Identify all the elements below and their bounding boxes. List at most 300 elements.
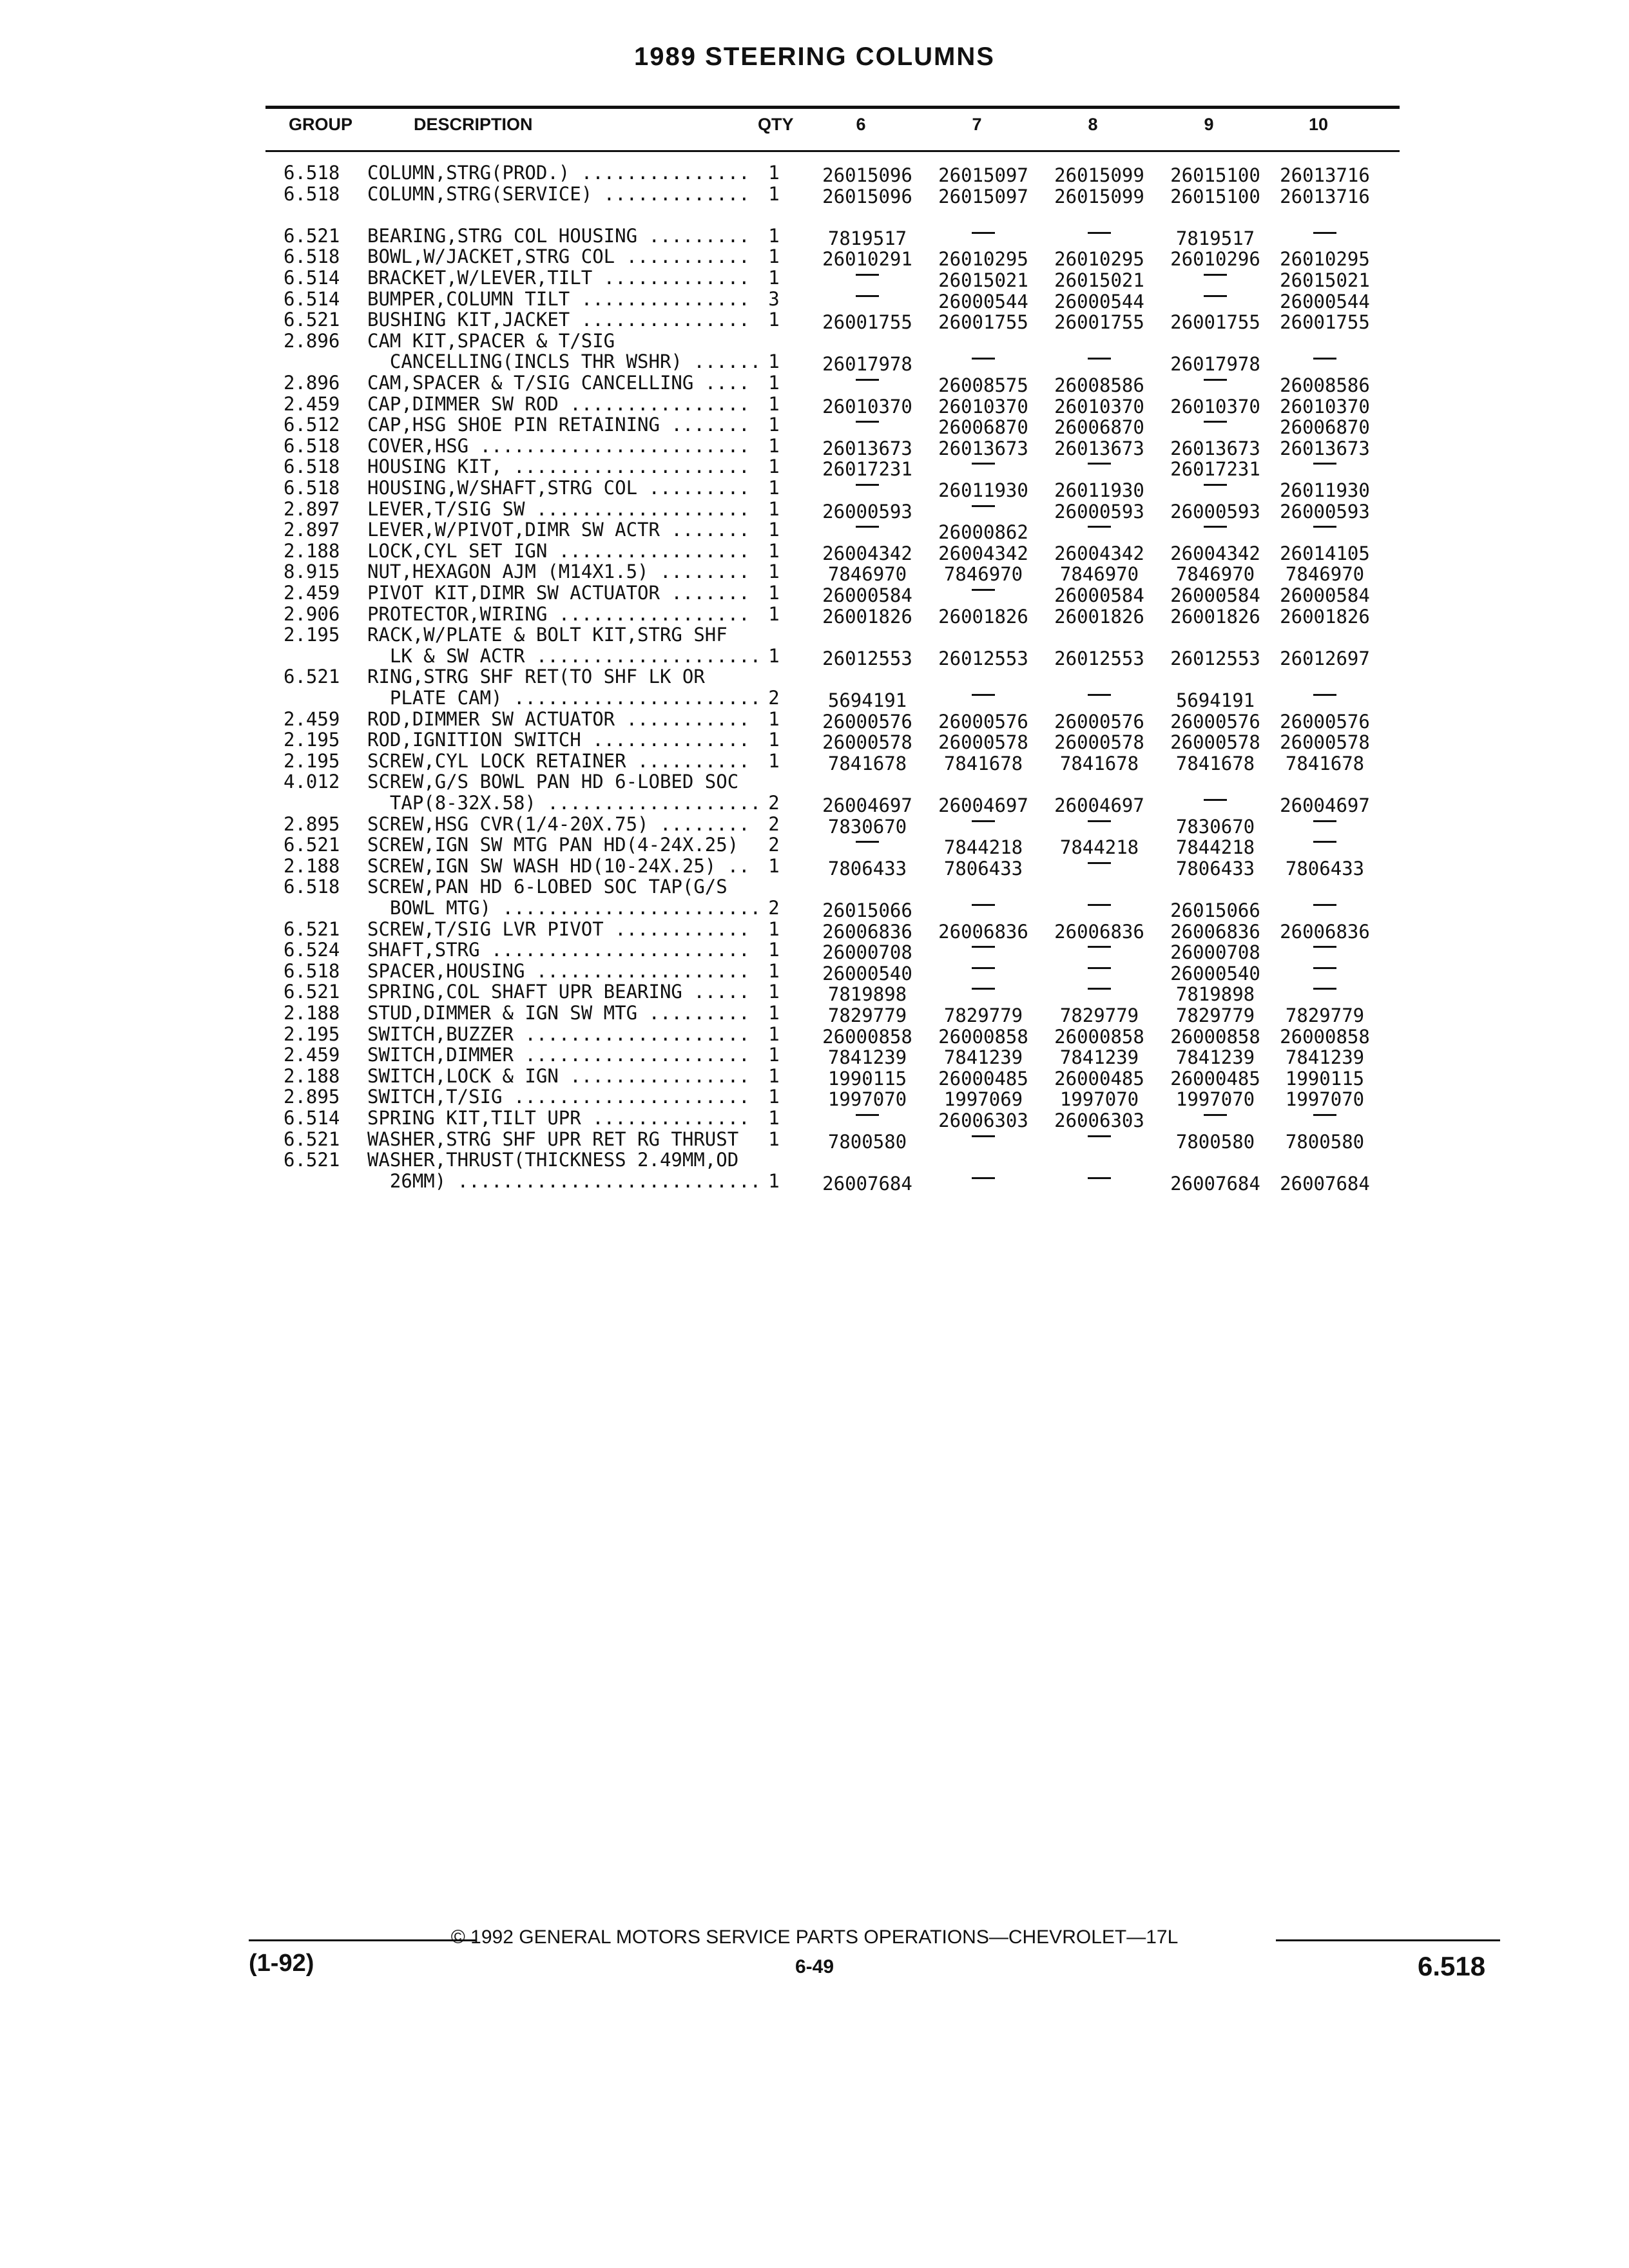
part-number: 7819898 — [1175, 983, 1255, 1006]
part-number: 7846970 — [1175, 563, 1255, 586]
part-number: 26000593 — [1280, 500, 1370, 523]
not-applicable-dash — [1088, 526, 1111, 528]
not-applicable-dash — [972, 358, 995, 360]
part-number: 26011930 — [938, 479, 1028, 501]
group-number: 6.521 — [284, 918, 340, 940]
qty-column-header: QTY — [758, 115, 794, 134]
part-description: STUD,DIMMER & IGN SW MTG ......... — [367, 1002, 750, 1024]
part-number: 26007684 — [1170, 1172, 1260, 1195]
group-number: 6.518 — [284, 477, 340, 499]
not-applicable-dash — [1204, 274, 1227, 276]
group-number: 6.518 — [284, 434, 340, 457]
not-applicable-dash — [1204, 526, 1227, 528]
part-number: 26000540 — [1170, 962, 1260, 985]
part-number: 26013673 — [1280, 437, 1370, 459]
not-applicable-dash — [1204, 379, 1227, 381]
quantity: 1 — [768, 1064, 780, 1087]
group-number: 2.895 — [284, 1086, 340, 1108]
part-description: LOCK,CYL SET IGN ................. — [367, 539, 750, 562]
group-number: 6.518 — [284, 959, 340, 982]
quantity: 1 — [768, 162, 780, 184]
part-description: CANCELLING(INCLS THR WSHR) ...... — [367, 351, 762, 373]
part-number: 26015099 — [1054, 185, 1144, 207]
part-number: 26006836 — [938, 920, 1028, 943]
part-number: 26013673 — [1170, 437, 1260, 459]
group-number: 6.521 — [284, 981, 340, 1003]
part-number: 26017231 — [1170, 458, 1260, 481]
group-number: 2.897 — [284, 497, 340, 520]
not-applicable-dash — [972, 1135, 995, 1137]
quantity: 1 — [768, 224, 780, 247]
part-number: 26000584 — [1170, 584, 1260, 606]
part-number: 26001826 — [1280, 605, 1370, 628]
part-description: SPACER,HOUSING ................... — [367, 959, 750, 982]
part-number: 26010370 — [1170, 395, 1260, 418]
part-number: 26000576 — [1054, 710, 1144, 733]
quantity: 1 — [768, 539, 780, 562]
group-number: 2.188 — [284, 1064, 340, 1087]
part-number: 1990115 — [827, 1067, 907, 1090]
part-number: 26010370 — [1280, 395, 1370, 418]
part-number: 26000544 — [938, 290, 1028, 312]
part-number: 5694191 — [827, 689, 907, 711]
group-number: 6.521 — [284, 224, 340, 247]
part-description: TAP(8-32X.58) ................... — [367, 792, 762, 814]
not-applicable-dash — [1088, 463, 1111, 465]
not-applicable-dash — [972, 988, 995, 990]
part-number: 26004697 — [1054, 794, 1144, 816]
part-number: 26010295 — [1280, 248, 1370, 271]
quantity: 1 — [768, 519, 780, 541]
model-7-column-header: 7 — [972, 115, 982, 134]
not-applicable-dash — [1313, 694, 1336, 696]
part-number: 7829779 — [943, 1004, 1023, 1026]
part-number: 26008586 — [1280, 374, 1370, 396]
part-number: 7841678 — [1285, 752, 1365, 774]
part-description: LEVER,W/PIVOT,DIMR SW ACTR ....... — [367, 519, 750, 541]
part-number: 7806433 — [827, 857, 907, 879]
group-number: 6.514 — [284, 287, 340, 310]
part-number: 26000708 — [822, 941, 912, 964]
group-number: 2.896 — [284, 329, 340, 352]
part-number: 26001755 — [938, 311, 1028, 334]
not-applicable-dash — [1204, 1114, 1227, 1116]
part-description: 26MM) ........................... — [367, 1169, 762, 1192]
part-number: 26000862 — [938, 521, 1028, 544]
group-number: 2.195 — [284, 1023, 340, 1045]
part-number: 26004697 — [938, 794, 1028, 816]
part-number: 26015100 — [1170, 164, 1260, 186]
part-description: CAP,HSG SHOE PIN RETAINING ....... — [367, 414, 750, 436]
part-description: SCREW,T/SIG LVR PIVOT ............ — [367, 918, 750, 940]
part-description: SCREW,IGN SW MTG PAN HD(4-24X.25) — [367, 834, 739, 856]
part-description: LK & SW ACTR .................... — [367, 644, 762, 667]
quantity: 1 — [768, 602, 780, 625]
group-number: 2.188 — [284, 854, 340, 877]
part-number: 26000576 — [938, 710, 1028, 733]
part-number: 26015097 — [938, 185, 1028, 207]
group-number: 6.521 — [284, 1128, 340, 1150]
not-applicable-dash — [1313, 463, 1336, 465]
part-description: BEARING,STRG COL HOUSING ......... — [367, 224, 750, 247]
part-number: 7841239 — [1175, 1046, 1255, 1069]
part-number: 26001755 — [1054, 311, 1144, 334]
part-number: 26000544 — [1280, 290, 1370, 312]
part-number: 26015021 — [1280, 269, 1370, 291]
part-number: 26017978 — [1170, 353, 1260, 376]
part-number: 26017978 — [822, 353, 912, 376]
not-applicable-dash — [1204, 421, 1227, 423]
part-description: SCREW,PAN HD 6-LOBED SOC TAP(G/S — [367, 876, 728, 898]
part-description: SWITCH,DIMMER .................... — [367, 1044, 750, 1066]
part-number: 7829779 — [1175, 1004, 1255, 1026]
not-applicable-dash — [1088, 1135, 1111, 1137]
not-applicable-dash — [856, 526, 879, 528]
part-number: 26000858 — [1170, 1025, 1260, 1048]
part-number: 26015096 — [822, 185, 912, 207]
quantity: 1 — [768, 1107, 780, 1129]
part-number: 7844218 — [1059, 836, 1139, 859]
part-number: 26000485 — [938, 1067, 1028, 1090]
part-number: 26007684 — [1280, 1172, 1370, 1195]
part-description: NUT,HEXAGON AJM (M14X1.5) ........ — [367, 561, 750, 583]
part-description: CAP,DIMMER SW ROD ................ — [367, 392, 750, 415]
group-number: 6.518 — [284, 245, 340, 268]
part-description: PLATE CAM) ...................... — [367, 687, 762, 709]
part-description: SHAFT,STRG ....................... — [367, 939, 750, 961]
part-description: ROD,IGNITION SWITCH .............. — [367, 729, 750, 751]
part-description: SCREW,CYL LOCK RETAINER .......... — [367, 749, 750, 772]
part-number: 7830670 — [1175, 815, 1255, 838]
part-number: 26007684 — [822, 1172, 912, 1195]
quantity: 1 — [768, 477, 780, 499]
part-number: 1997070 — [1285, 1088, 1365, 1111]
part-description: CAM KIT,SPACER & T/SIG — [367, 329, 615, 352]
part-description: RACK,W/PLATE & BOLT KIT,STRG SHF — [367, 624, 728, 646]
not-applicable-dash — [1313, 841, 1336, 843]
part-number: 26000576 — [1280, 710, 1370, 733]
not-applicable-dash — [856, 421, 879, 423]
part-description: PIVOT KIT,DIMR SW ACTUATOR ....... — [367, 582, 750, 604]
group-number: 2.906 — [284, 602, 340, 625]
part-number: 7844218 — [1175, 836, 1255, 859]
part-description: BOWL MTG) ....................... — [367, 897, 762, 919]
part-number: 26010370 — [1054, 395, 1144, 418]
not-applicable-dash — [856, 841, 879, 843]
not-applicable-dash — [972, 904, 995, 906]
quantity: 1 — [768, 1169, 780, 1192]
part-description: SPRING,COL SHAFT UPR BEARING ..... — [367, 981, 750, 1003]
part-number: 26001826 — [938, 605, 1028, 628]
not-applicable-dash — [1088, 232, 1111, 234]
part-number: 26014105 — [1280, 542, 1370, 564]
part-number: 26001755 — [1280, 311, 1370, 334]
quantity: 1 — [768, 1086, 780, 1108]
part-number: 26010291 — [822, 248, 912, 271]
part-number: 26000485 — [1054, 1067, 1144, 1090]
group-number: 6.518 — [284, 162, 340, 184]
not-applicable-dash — [1313, 820, 1336, 822]
part-number: 7800580 — [827, 1130, 907, 1153]
quantity: 1 — [768, 414, 780, 436]
part-number: 7841239 — [827, 1046, 907, 1069]
part-number: 1997070 — [827, 1088, 907, 1111]
part-description: HOUSING KIT, ..................... — [367, 456, 750, 478]
part-number: 26013716 — [1280, 164, 1370, 186]
group-number: 6.521 — [284, 309, 340, 331]
footer-date: (1-92) — [249, 1950, 314, 1977]
not-applicable-dash — [1088, 1177, 1111, 1179]
not-applicable-dash — [1088, 820, 1111, 822]
part-number: 26000858 — [1054, 1025, 1144, 1048]
not-applicable-dash — [1313, 232, 1336, 234]
group-number: 6.521 — [284, 666, 340, 688]
part-description: ROD,DIMMER SW ACTUATOR ........... — [367, 707, 750, 730]
part-number: 26015096 — [822, 164, 912, 186]
part-description: SCREW,HSG CVR(1/4-20X.75) ........ — [367, 812, 750, 835]
part-number: 26006303 — [938, 1110, 1028, 1131]
part-number: 7841678 — [943, 752, 1023, 774]
part-number: 26000576 — [1170, 710, 1260, 733]
part-description: WASHER,THRUST(THICKNESS 2.49MM,OD — [367, 1149, 739, 1171]
group-number: 6.518 — [284, 456, 340, 478]
group-number: 2.459 — [284, 582, 340, 604]
part-number: 7819517 — [827, 227, 907, 249]
part-number: 26015066 — [1170, 899, 1260, 921]
quantity: 1 — [768, 1023, 780, 1045]
part-number: 26000544 — [1054, 290, 1144, 312]
part-number: 7846970 — [943, 563, 1023, 586]
part-number: 26000584 — [1054, 584, 1144, 606]
part-number: 26000858 — [1280, 1025, 1370, 1048]
not-applicable-dash — [1088, 946, 1111, 948]
group-number: 2.897 — [284, 519, 340, 541]
part-number: 26013673 — [822, 437, 912, 459]
quantity: 1 — [768, 729, 780, 751]
quantity: 1 — [768, 749, 780, 772]
quantity: 1 — [768, 434, 780, 457]
quantity: 1 — [768, 981, 780, 1003]
quantity: 1 — [768, 1044, 780, 1066]
not-applicable-dash — [972, 505, 995, 507]
quantity: 1 — [768, 245, 780, 268]
not-applicable-dash — [1088, 988, 1111, 990]
part-number: 26015021 — [1054, 269, 1144, 291]
part-number: 26000593 — [822, 500, 912, 523]
not-applicable-dash — [1313, 904, 1336, 906]
not-applicable-dash — [972, 967, 995, 969]
part-description: PROTECTOR,WIRING ................. — [367, 602, 750, 625]
part-description: BUMPER,COLUMN TILT ............... — [367, 287, 750, 310]
group-number: 2.195 — [284, 624, 340, 646]
group-number: 2.896 — [284, 372, 340, 394]
not-applicable-dash — [1088, 694, 1111, 696]
not-applicable-dash — [856, 484, 879, 486]
part-number: 26011930 — [1054, 479, 1144, 501]
quantity: 2 — [768, 897, 780, 919]
group-column-header: GROUP — [289, 115, 353, 134]
part-number: 26010370 — [822, 395, 912, 418]
not-applicable-dash — [1204, 799, 1227, 801]
part-description: WASHER,STRG SHF UPR RET RG THRUST — [367, 1128, 739, 1150]
part-number: 26000578 — [822, 731, 912, 754]
group-number: 2.188 — [284, 539, 340, 562]
group-number: 8.915 — [284, 561, 340, 583]
part-description: SCREW,G/S BOWL PAN HD 6-LOBED SOC — [367, 771, 739, 793]
model-6-column-header: 6 — [856, 115, 866, 134]
part-number: 5694191 — [1175, 689, 1255, 711]
part-description: SPRING KIT,TILT UPR .............. — [367, 1107, 750, 1129]
model-9-column-header: 9 — [1204, 115, 1214, 134]
part-number: 26000540 — [822, 962, 912, 985]
group-number: 2.195 — [284, 749, 340, 772]
group-number: 6.518 — [284, 182, 340, 205]
part-number: 26000858 — [822, 1025, 912, 1048]
part-number: 26004342 — [822, 542, 912, 564]
footer-copyright: © 1992 GENERAL MOTORS SERVICE PARTS OPERATIONS—CHEVROLET—17L — [450, 1927, 1179, 1948]
quantity: 1 — [768, 918, 780, 940]
quantity: 1 — [768, 392, 780, 415]
not-applicable-dash — [1088, 358, 1111, 360]
part-number: 1990115 — [1285, 1067, 1365, 1090]
not-applicable-dash — [1088, 967, 1111, 969]
description-column-header: DESCRIPTION — [414, 115, 533, 134]
part-number: 7841239 — [943, 1046, 1023, 1069]
part-number: 7844218 — [943, 836, 1023, 859]
not-applicable-dash — [856, 379, 879, 381]
not-applicable-dash — [1313, 1114, 1336, 1116]
part-description: COLUMN,STRG(PROD.) ............... — [367, 162, 750, 184]
part-description: BRACKET,W/LEVER,TILT ............. — [367, 267, 750, 289]
part-number: 26015021 — [938, 269, 1028, 291]
not-applicable-dash — [972, 694, 995, 696]
part-number: 26004342 — [938, 542, 1028, 564]
group-number: 6.521 — [284, 834, 340, 856]
part-description: COLUMN,STRG(SERVICE) ............. — [367, 182, 750, 205]
part-number: 26000485 — [1170, 1067, 1260, 1090]
not-applicable-dash — [1204, 484, 1227, 486]
part-number: 26000593 — [1170, 500, 1260, 523]
not-applicable-dash — [1313, 358, 1336, 360]
model-8-column-header: 8 — [1088, 115, 1098, 134]
quantity: 1 — [768, 707, 780, 730]
not-applicable-dash — [1088, 862, 1111, 864]
part-number: 26017231 — [822, 458, 912, 481]
part-number: 26004342 — [1170, 542, 1260, 564]
group-number: 6.514 — [284, 267, 340, 289]
part-number: 7806433 — [1175, 857, 1255, 879]
quantity: 2 — [768, 834, 780, 856]
part-number: 26000593 — [1054, 500, 1144, 523]
part-number: 7829779 — [1059, 1004, 1139, 1026]
part-number: 26001826 — [822, 605, 912, 628]
part-number: 26000584 — [822, 584, 912, 606]
part-number: 26012553 — [938, 647, 1028, 669]
not-applicable-dash — [856, 274, 879, 276]
part-number: 7806433 — [943, 857, 1023, 879]
group-number: 6.514 — [284, 1107, 340, 1129]
not-applicable-dash — [1204, 295, 1227, 297]
part-number: 7841678 — [1175, 752, 1255, 774]
part-number: 7846970 — [1285, 563, 1365, 586]
quantity: 1 — [768, 497, 780, 520]
group-number: 6.518 — [284, 876, 340, 898]
quantity: 2 — [768, 792, 780, 814]
group-number: 2.195 — [284, 729, 340, 751]
quantity: 1 — [768, 1128, 780, 1150]
part-number: 26013673 — [1054, 437, 1144, 459]
part-number: 26010295 — [938, 248, 1028, 271]
part-description: BUSHING KIT,JACKET ............... — [367, 309, 750, 331]
part-number: 26004697 — [1280, 794, 1370, 816]
group-number: 2.188 — [284, 1002, 340, 1024]
group-number: 2.459 — [284, 392, 340, 415]
not-applicable-dash — [856, 1114, 879, 1116]
quantity: 1 — [768, 309, 780, 331]
part-number: 26001755 — [1170, 311, 1260, 334]
part-number: 26000584 — [1280, 584, 1370, 606]
part-number: 26008586 — [1054, 374, 1144, 396]
group-number: 6.521 — [284, 1149, 340, 1171]
part-number: 7846970 — [1059, 563, 1139, 586]
group-number: 2.895 — [284, 812, 340, 835]
model-10-column-header: 10 — [1308, 115, 1329, 134]
not-applicable-dash — [1088, 904, 1111, 906]
not-applicable-dash — [1313, 967, 1336, 969]
quantity: 2 — [768, 812, 780, 835]
part-number: 26010295 — [1054, 248, 1144, 271]
quantity: 1 — [768, 456, 780, 478]
part-number: 1997070 — [1175, 1088, 1255, 1111]
part-number: 26000576 — [822, 710, 912, 733]
part-number: 26006870 — [938, 416, 1028, 439]
part-description: SWITCH,LOCK & IGN ................ — [367, 1064, 750, 1087]
not-applicable-dash — [1313, 526, 1336, 528]
part-number: 1997069 — [943, 1088, 1023, 1111]
quantity: 1 — [768, 372, 780, 394]
part-number: 26004342 — [1054, 542, 1144, 564]
part-number: 26012553 — [822, 647, 912, 669]
quantity: 3 — [768, 287, 780, 310]
part-number: 7806433 — [1285, 857, 1365, 879]
part-number: 7830670 — [827, 815, 907, 838]
quantity: 1 — [768, 561, 780, 583]
not-applicable-dash — [972, 232, 995, 234]
part-number: 7829779 — [1285, 1004, 1365, 1026]
footer-page-number: 6-49 — [795, 1956, 834, 1977]
group-number: 4.012 — [284, 771, 340, 793]
part-number: 26006836 — [1280, 920, 1370, 943]
not-applicable-dash — [1313, 988, 1336, 990]
quantity: 1 — [768, 582, 780, 604]
part-number: 26006836 — [822, 920, 912, 943]
part-number: 7800580 — [1285, 1130, 1365, 1153]
part-description: CAM,SPACER & T/SIG CANCELLING .... — [367, 372, 750, 394]
part-number: 26006836 — [1170, 920, 1260, 943]
part-number: 26008575 — [938, 374, 1028, 396]
footer-group-number: 6.518 — [1418, 1951, 1486, 1981]
quantity: 1 — [768, 351, 780, 373]
part-number: 26012553 — [1170, 647, 1260, 669]
part-description: SCREW,IGN SW WASH HD(10-24X.25) .. — [367, 854, 750, 877]
part-number: 26006303 — [1054, 1110, 1144, 1131]
part-number: 26001826 — [1054, 605, 1144, 628]
part-number: 26000858 — [938, 1025, 1028, 1048]
part-description: SWITCH,BUZZER .................... — [367, 1023, 750, 1045]
not-applicable-dash — [972, 463, 995, 465]
part-number: 26004697 — [822, 794, 912, 816]
part-number: 26010296 — [1170, 248, 1260, 271]
